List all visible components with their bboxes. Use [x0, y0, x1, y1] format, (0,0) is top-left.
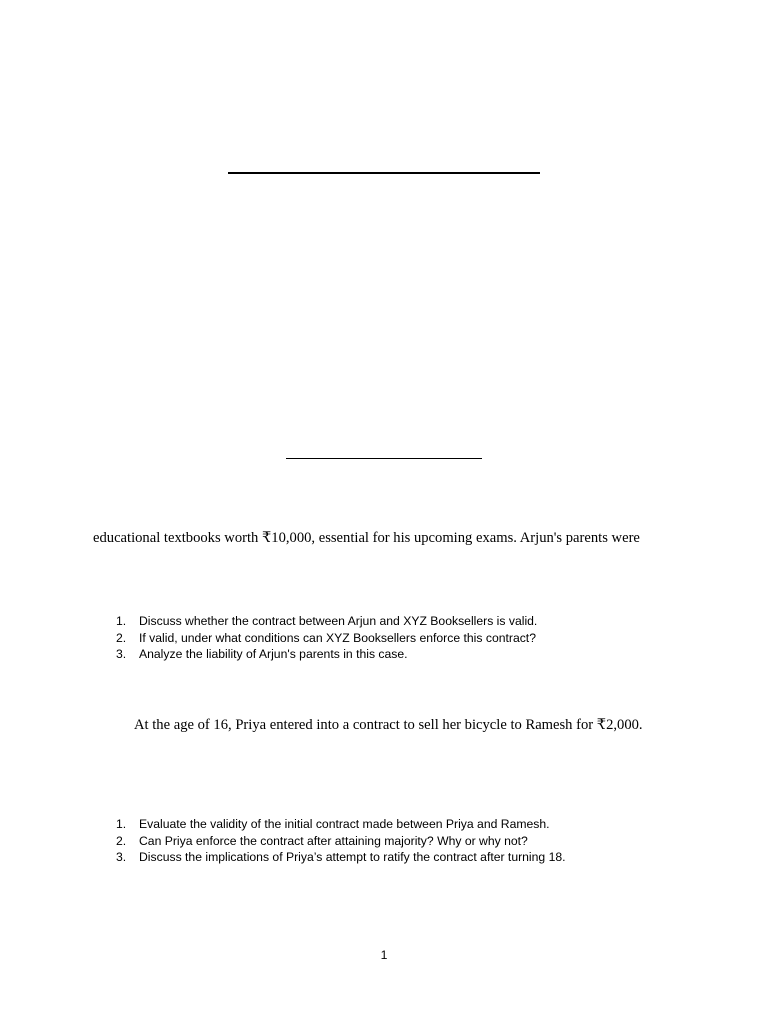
list-item	[116, 613, 537, 630]
list-item-number: 1.	[116, 614, 127, 628]
list-item-text: Discuss whether the contract between Arjun and XYZ Booksellers is valid.	[139, 614, 538, 628]
list-item-text: Analyze the liability of Arjun's parents in this case.	[139, 647, 408, 661]
page-number: 1	[380, 948, 388, 962]
list-item-text: Evaluate the validity of the initial contract made between Priya and Ramesh.	[139, 817, 550, 831]
list-item-text: Discuss the implications of Priya’s attempt to ratify the contract after turning 18.	[139, 850, 566, 864]
list-item	[116, 646, 537, 663]
heading-rule-middle	[286, 458, 482, 459]
question-list-priya	[116, 816, 566, 866]
list-item	[116, 849, 566, 866]
case-paragraph-arjun: educational textbooks worth ₹10,000, essential for his upcoming exams. Arjun's parents were	[93, 530, 640, 546]
list-item-text: Can Priya enforce the contract after attaining majority? Why or why not?	[139, 833, 528, 848]
list-item-text: If valid, under what conditions can XYZ Booksellers enforce this contract?	[139, 630, 536, 645]
list-item-number: 2.	[116, 630, 127, 645]
list-item-number: 1.	[116, 817, 127, 831]
list-item-number: 3.	[116, 647, 127, 661]
case-paragraph-priya: At the age of 16, Priya entered into a contract to sell her bicycle to Ramesh for ₹2,000.	[134, 717, 643, 733]
list-item	[116, 816, 566, 833]
list-item-number: 3.	[116, 850, 127, 864]
list-item-number: 2.	[116, 833, 127, 848]
heading-rule-top	[228, 172, 540, 174]
list-item	[116, 630, 537, 647]
question-list-arjun	[116, 613, 537, 663]
list-item	[116, 833, 566, 850]
